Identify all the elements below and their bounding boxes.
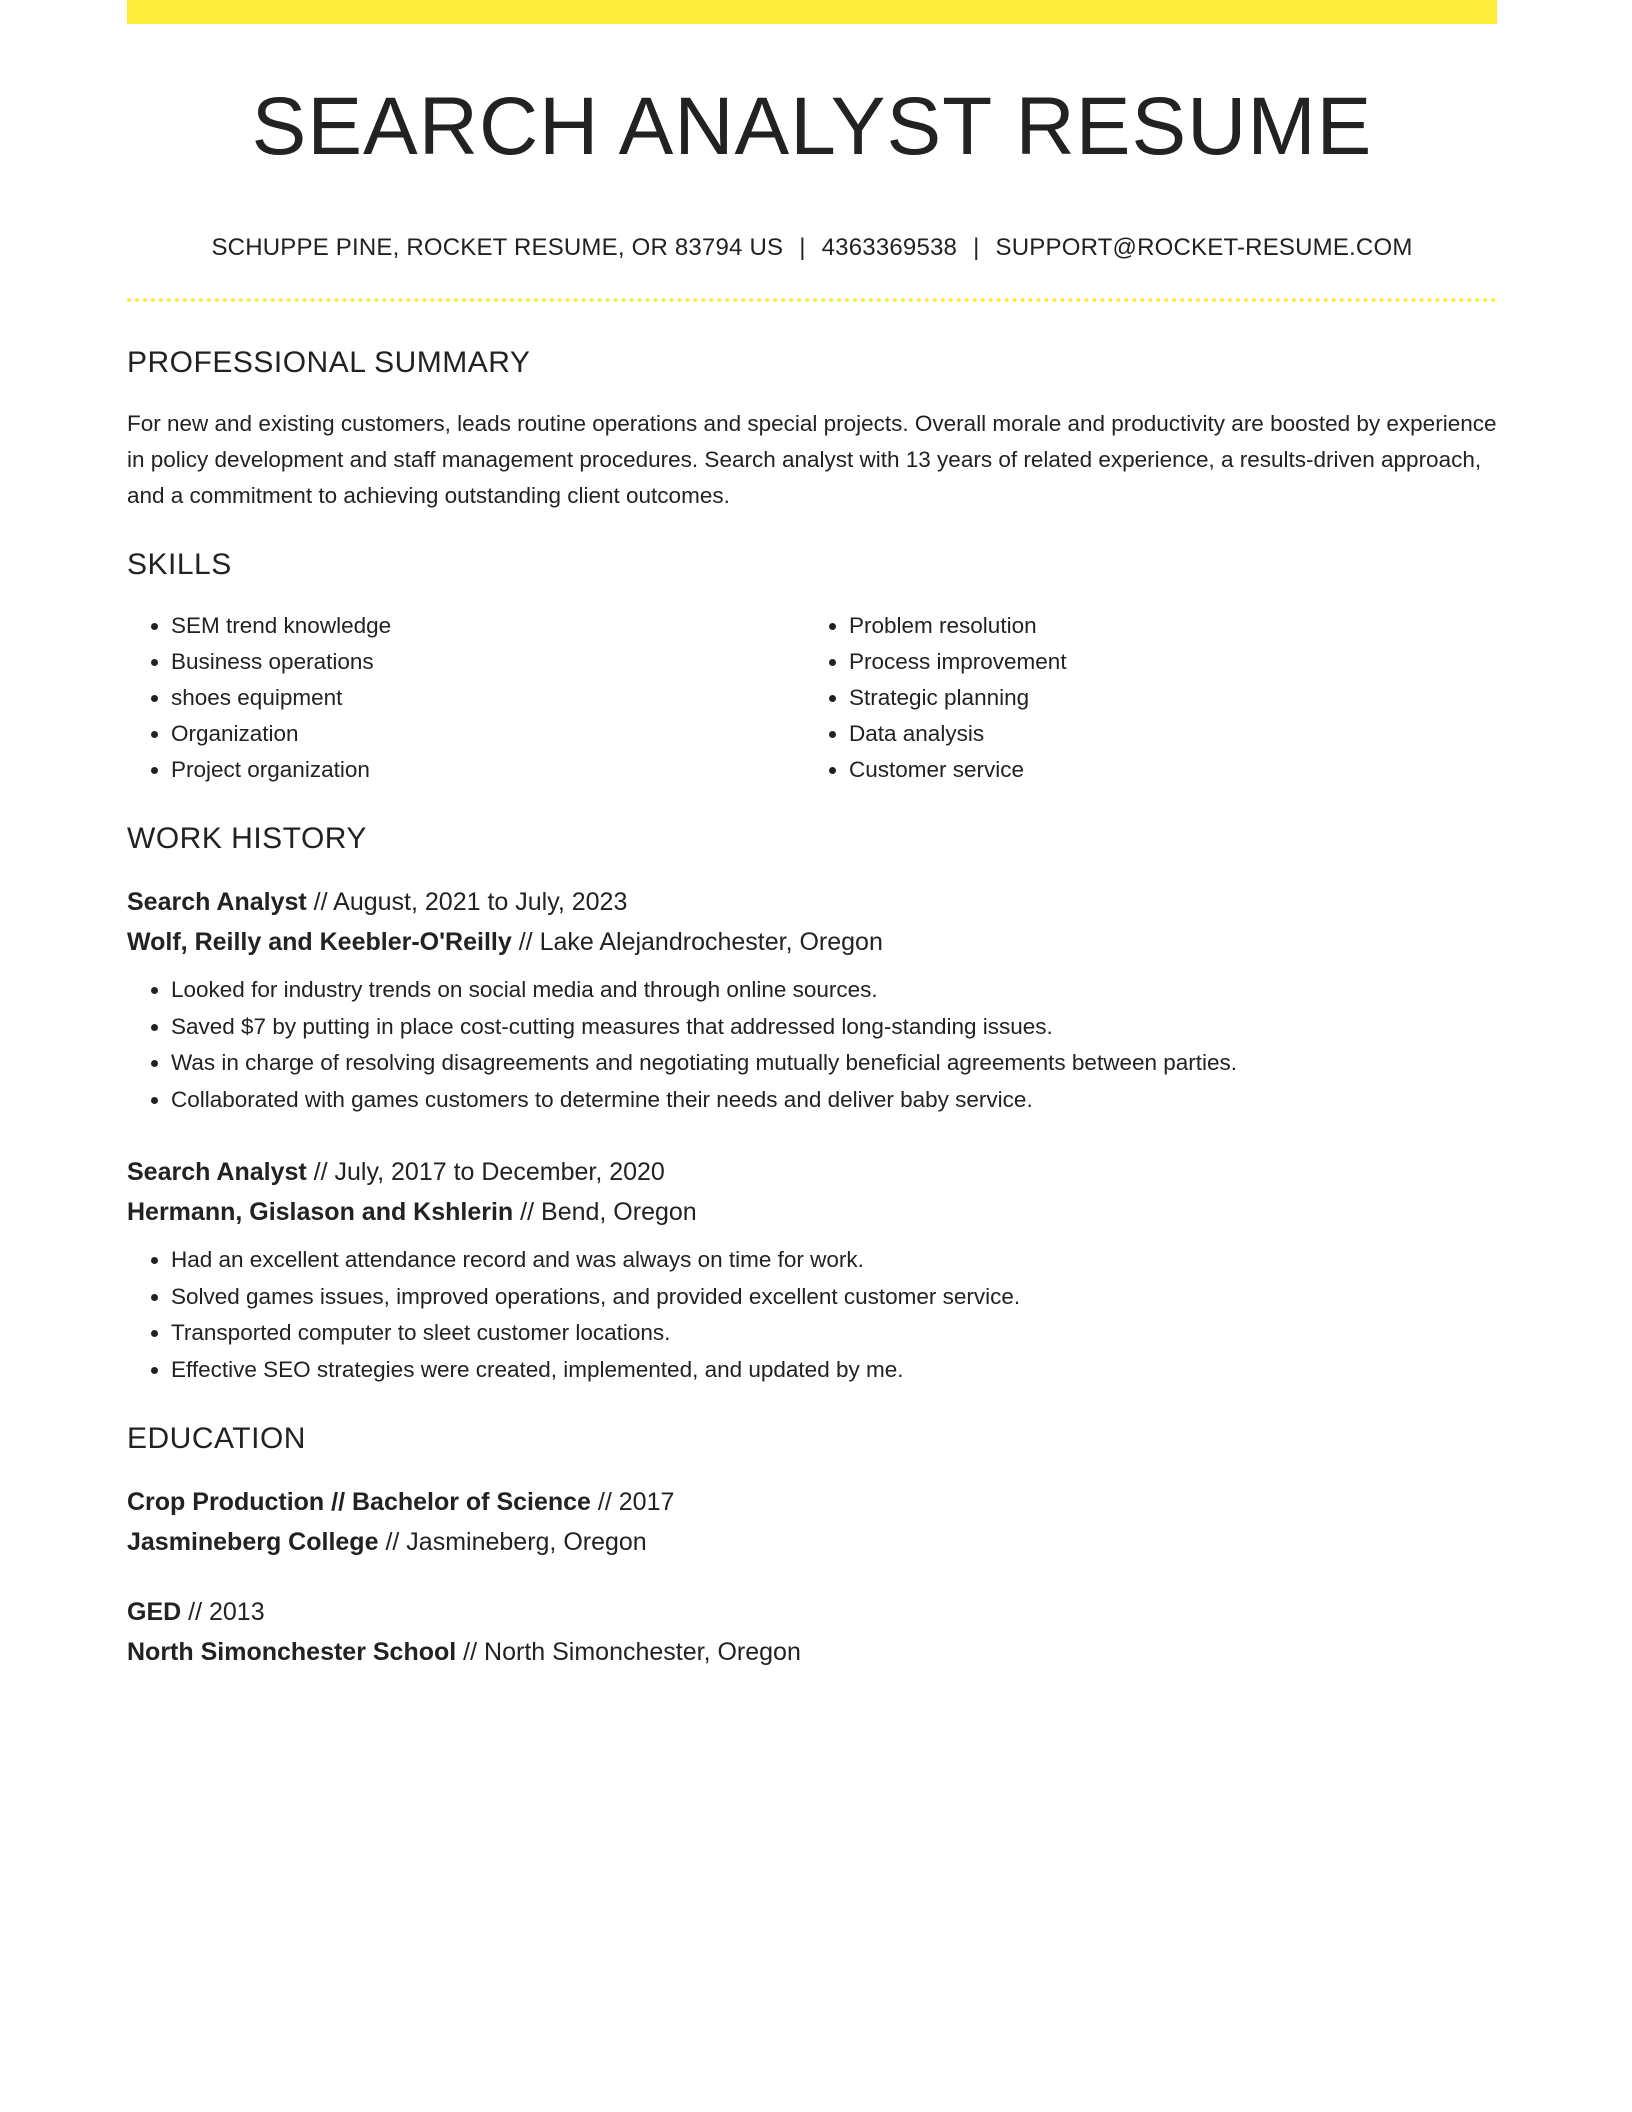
job-bullet: • Transported computer to sleet customer locations. bbox=[171, 1315, 1497, 1352]
delimiter: // bbox=[313, 1158, 328, 1187]
skill-item: • Problem resolution bbox=[849, 608, 1479, 644]
contact-address: SCHUPPE PINE, ROCKET RESUME, OR 83794 US bbox=[211, 234, 784, 262]
skill-item: • Data analysis bbox=[849, 716, 1479, 752]
job-role-line bbox=[127, 1152, 1497, 1192]
job-company-line bbox=[127, 1192, 1497, 1232]
skill-item: • Strategic planning bbox=[849, 680, 1479, 716]
section-title-skills: SKILLS bbox=[127, 548, 232, 582]
job-role-line bbox=[127, 882, 1497, 922]
delimiter: // bbox=[520, 1198, 535, 1227]
delimiter: // bbox=[597, 1488, 612, 1517]
skills-list bbox=[127, 608, 1497, 788]
skill-item: • Project organization bbox=[171, 752, 801, 788]
job-entry bbox=[127, 1152, 1497, 1388]
job-location: Lake Alejandrochester, Oregon bbox=[539, 928, 883, 957]
job-company: Wolf, Reilly and Keebler-O'Reilly bbox=[127, 928, 512, 957]
education-entry bbox=[127, 1592, 1497, 1672]
education-degree-line bbox=[127, 1482, 1497, 1522]
resume-page bbox=[127, 0, 1497, 1672]
education-school-line bbox=[127, 1632, 1497, 1672]
job-company-line bbox=[127, 922, 1497, 962]
education-school: North Simonchester School bbox=[127, 1638, 457, 1667]
delimiter: // bbox=[463, 1638, 478, 1667]
contact-line bbox=[127, 234, 1497, 262]
top-accent-bar bbox=[127, 0, 1497, 24]
skill-item: • shoes equipment bbox=[171, 680, 801, 716]
job-role: Search Analyst bbox=[127, 1158, 307, 1187]
skill-item: • Organization bbox=[171, 716, 801, 752]
delimiter: // bbox=[385, 1528, 400, 1557]
job-bullets bbox=[127, 1242, 1497, 1388]
delimiter: // bbox=[188, 1598, 203, 1627]
job-company: Hermann, Gislason and Kshlerin bbox=[127, 1198, 514, 1227]
job-dates: July, 2017 to December, 2020 bbox=[334, 1158, 665, 1187]
header-divider bbox=[127, 298, 1497, 302]
skill-item: • Process improvement bbox=[849, 644, 1479, 680]
skill-item: • Business operations bbox=[171, 644, 801, 680]
contact-email: SUPPORT@ROCKET-RESUME.COM bbox=[995, 234, 1413, 262]
delimiter: // bbox=[313, 888, 328, 917]
job-bullet: • Effective SEO strategies were created, implemented, and updated by me. bbox=[171, 1352, 1497, 1389]
job-bullet: • Was in charge of resolving disagreements and negotiating mutually beneficial agreements between parties. bbox=[171, 1045, 1497, 1082]
education-location: North Simonchester, Oregon bbox=[484, 1638, 801, 1667]
resume-title: SEARCH ANALYST RESUME bbox=[251, 81, 1373, 172]
education-degree-line bbox=[127, 1592, 1497, 1632]
contact-separator: | bbox=[973, 234, 980, 262]
education-entry bbox=[127, 1482, 1497, 1562]
delimiter: // bbox=[518, 928, 533, 957]
summary-text: For new and existing customers, leads routine operations and special projects. Overall morale and productivity are boosted by experience in policy development and staff management procedures. Search analyst with 13 years of related experience, a results-driven approach, and a commitment to achieving outstanding client outcomes. bbox=[127, 411, 1497, 509]
job-bullets bbox=[127, 972, 1497, 1118]
contact-phone: 4363369538 bbox=[821, 234, 958, 262]
skills-column-left bbox=[127, 608, 801, 788]
education-year: 2013 bbox=[209, 1598, 265, 1627]
skill-item: • Customer service bbox=[849, 752, 1479, 788]
skills-column-right bbox=[801, 608, 1479, 788]
skill-item: • SEM trend knowledge bbox=[171, 608, 801, 644]
job-bullet: • Solved games issues, improved operations, and provided excellent customer service. bbox=[171, 1279, 1497, 1316]
job-role: Search Analyst bbox=[127, 888, 307, 917]
education-location: Jasmineberg, Oregon bbox=[406, 1528, 647, 1557]
job-bullet: • Collaborated with games customers to determine their needs and deliver baby service. bbox=[171, 1082, 1497, 1119]
section-title-work-history: WORK HISTORY bbox=[127, 822, 367, 856]
education-degree: Crop Production // Bachelor of Science bbox=[127, 1488, 591, 1517]
education-school: Jasmineberg College bbox=[127, 1528, 379, 1557]
education-year: 2017 bbox=[618, 1488, 675, 1517]
job-bullet: • Looked for industry trends on social media and through online sources. bbox=[171, 972, 1497, 1009]
job-bullet: • Had an excellent attendance record and was always on time for work. bbox=[171, 1242, 1497, 1279]
section-title-summary: PROFESSIONAL SUMMARY bbox=[127, 346, 531, 380]
job-location: Bend, Oregon bbox=[541, 1198, 697, 1227]
education-school-line bbox=[127, 1522, 1497, 1562]
job-bullet: • Saved $7 by putting in place cost-cutting measures that addressed long-standing issues. bbox=[171, 1009, 1497, 1046]
job-dates: August, 2021 to July, 2023 bbox=[333, 888, 628, 917]
section-title-education: EDUCATION bbox=[127, 1422, 306, 1456]
job-entry bbox=[127, 882, 1497, 1118]
contact-separator: | bbox=[799, 234, 806, 262]
education-degree: GED bbox=[127, 1598, 182, 1627]
